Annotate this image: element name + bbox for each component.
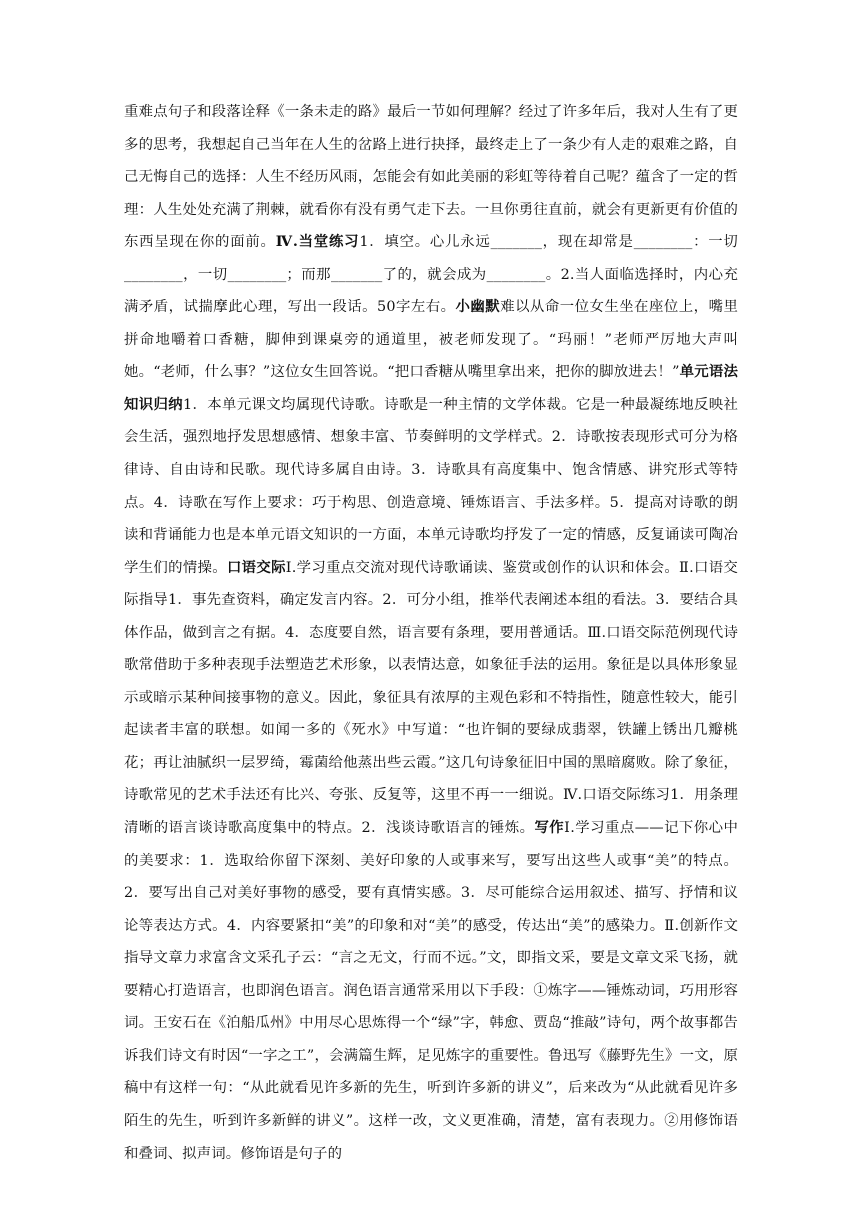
body-text-5: Ⅰ.学习重点交流对现代诗歌诵读、鉴赏或创作的认识和体会。Ⅱ.口语交际指导1．事先查资料，确定发言内容。2．可分小组，推举代表阐述本组的看法。3．要结合具体作品，做到言之有据。4．态度要自然，语言要有条理，要用普通话。Ⅲ.口语交际范例现代诗歌常借助于多种表现手法塑造艺术形象，以表情达意，如象征手法的运用。象征是以具体形象显示或暗示某种间接事物的意义。因此，象征具有浓厚的主观色彩和不特指性，随意性较大，能引起读者丰富的联想。如闻一多的《死水》中写道：“也许铜的要绿成翡翠，铁罐上锈出几瓣桃花；再让油腻织一层罗绮，霉菌给他蒸出些云霞。”这几句诗象征旧中国的黑暗腐败。除了象征，诗歌常见的艺术手法还有比兴、夸张、反复等，这里不再一一细说。Ⅳ.口语交际练习1．用条理清晰的语言谈诗歌高度集中的特点。2．浅谈诗歌语言的锤炼。 — [124, 559, 738, 837]
body-text-6: Ⅰ.学习重点——记下你心中的美要求：1．选取给你留下深刻、美好印象的人或事来写，要写出这些人或事“美”的特点。2．要写出自己对美好事物的感受，要有真情实感。3．尽可能综合运用叙述、描写、抒情和议论等表达方式。4．内容要紧扣“美”的印象和对“美”的感受，传达出“美”的感染力。Ⅱ.创新作文指导文章力求富含文采孔子云：“言之无文，行而不远。”文，即指文采，要是文章文采飞扬，就要精心打造语言，也即润色语言。润色语言通常采用以下手段：①炼字——锤炼动词，巧用形容词。王安石在《泊船瓜州》中用尽心思炼得一个“绿”字，韩愈、贾岛“推敲”诗句，两个故事都告诉我们诗文有时因“一字之工”，会满篇生辉，足见炼字的重要性。鲁迅写《藤野先生》一文，原稿中有这样一句：“从此就看见许多新的先生，听到许多新的讲义”，后来改为“从此就看见许多陌生的先生，听到许多新鲜的讲义”。这样一改，文义更准确，清楚，富有表现力。②用修饰语和叠词、拟声词。修饰语是句子的 — [124, 820, 738, 1162]
section-heading-practice: Ⅳ.当堂练习 — [275, 233, 360, 251]
section-heading-writing: 写作 — [534, 819, 565, 837]
body-text-3: 难以从命一位女生坐在座位上，嘴里拼命地嚼着口香糖，脚伸到课桌旁的通道里，被老师发现了。“玛丽！”老师严厉地大声叫她。“老师，什么事？”这位女生回答说。“把口香糖从嘴里拿出来，把你的脚放进去！” — [124, 299, 738, 381]
section-heading-grammar: 单元语法知识归纳 — [124, 363, 738, 413]
section-heading-humor: 小幽默 — [455, 298, 501, 316]
body-text-4: 1．本单元课文均属现代诗歌。诗歌是一种主情的文学体裁。它是一种最凝练地反映社会生活，强烈地抒发思想感情、想象丰富、节奏鲜明的文学样式。2．诗歌按表现形式可分为格律诗、自由诗和民歌。现代诗多属自由诗。3．诗歌具有高度集中、饱含情感、讲究形式等特点。4．诗歌在写作上要求：巧于构思、创造意境、锤炼语言、手法多样。5．提高对诗歌的朗读和背诵能力也是本单元语文知识的一方面，本单元诗歌均抒发了一定的情感，反复诵读可陶冶学生们的情操。 — [124, 396, 738, 576]
document-body — [124, 96, 738, 1162]
body-text-1: 重难点句子和段落诠释《一条未走的路》最后一节如何理解？经过了许多年后，我对人生有了更多的思考，我想起自己当年在人生的岔路上进行抉择，最终走上了一条少有人走的艰难之路，自己无悔自己的选择：人生不经历风雨，怎能会有如此美丽的彩虹等待着自己呢？蕴含了一定的哲理：人生处处充满了荆棘，就看你有没有勇气走下去。一旦你勇往直前，就会有更新更有价值的东西呈现在你的面前。 — [124, 104, 738, 251]
section-heading-oral: 口语交际 — [226, 558, 286, 576]
body-text-2: 1．填空。心儿永远_______，现在却常是________：一切________，一切________；而那_______了的，就会成为________。2.当人面临选择时，内心充满矛盾，试揣摩此心理，写出一段话。50字左右。 — [124, 234, 738, 316]
